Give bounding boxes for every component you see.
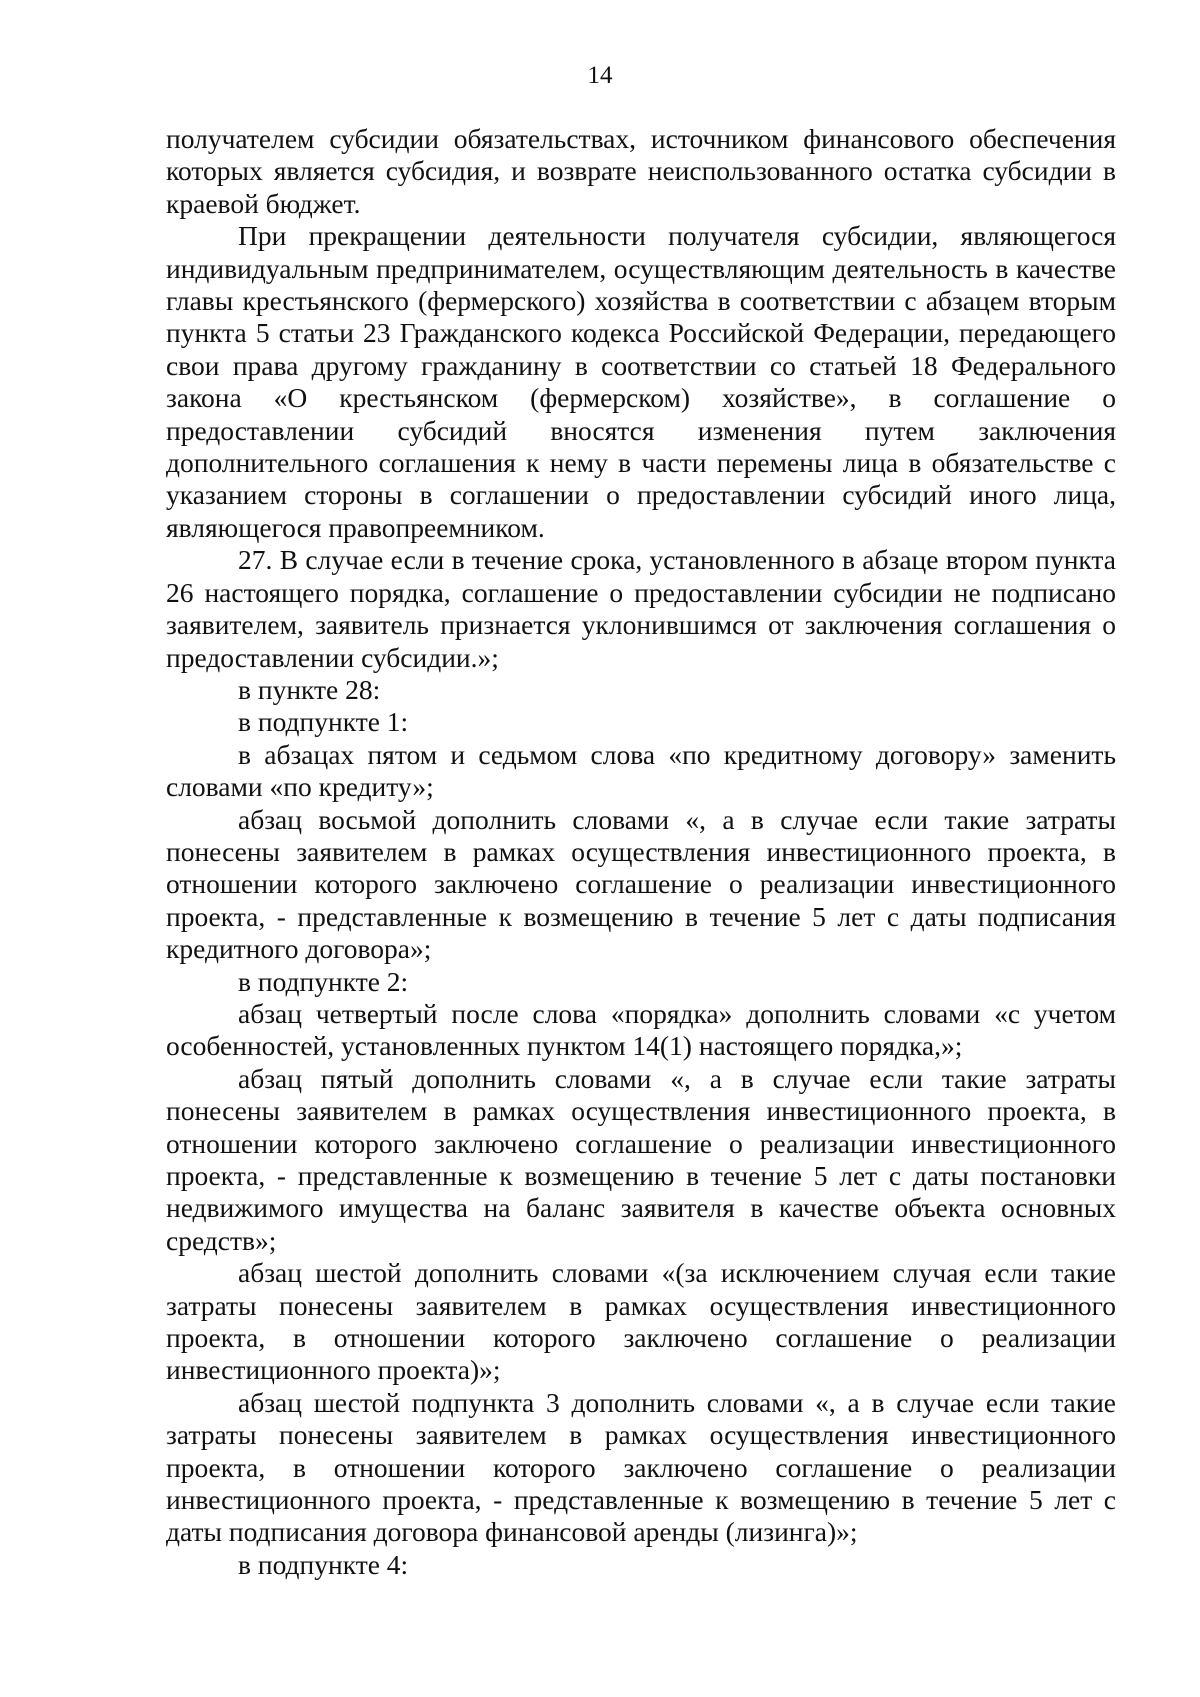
- paragraph-termination-of-activity: При прекращении деятельности получателя субсидии, являющегося индивидуальным предпринимателем, осуществляющим деятельность в качестве главы крестьянского (фермерского) хозяйства в соответствии с абзацем вторым пункта 5 статьи 23 Гражданского кодекса Российской Федерации, передающего свои права другому гражданину в соответствии со статьей 18 Федерального закона «О крестьянском (фермерском) хозяйстве», в соглашение о предоставлении субсидий вносятся изменения путем заключения дополнительного соглашения к нему в части перемены лица в обязательстве с указанием стороны в соглашении о предоставлении субсидий иного лица, являющегося правопреемником.: [166, 220, 1116, 543]
- paragraph-abzac-5: абзац пятый дополнить словами «, а в случае если такие затраты понесены заявителем в рамках осуществления инвестиционного проекта, в отношении которого заключено соглашение о реализации инвестиционного проекта, - представленные к возмещению в течение 5 лет с даты постановки недвижимого имущества на баланс заявителя в качестве объекта основных средств»;: [166, 1062, 1116, 1256]
- paragraph-abzac-6-subpoint-3: абзац шестой подпункта 3 дополнить словами «, а в случае если такие затраты понесены заявителем в рамках осуществления инвестиционного проекта, в отношении которого заключено соглашение о реализации инвестиционного проекта, - представленные к возмещению в течение 5 лет с даты подписания договора финансовой аренды (лизинга)»;: [166, 1386, 1116, 1548]
- paragraph-continuation: получателем субсидии обязательствах, источником финансового обеспечения которых является субсидия, и возврате неиспользованного остатка субсидии в краевой бюджет.: [166, 123, 1116, 219]
- paragraph-replace-words: в абзацах пятом и седьмом слова «по кредитному договору» заменить словами «по кредиту»;: [166, 738, 1116, 803]
- paragraph-subpoint-4: в подпункте 4:: [238, 1548, 409, 1580]
- paragraph-subpoint-2: в подпункте 2:: [238, 965, 409, 997]
- paragraph-point-28: в пункте 28:: [238, 673, 381, 705]
- paragraph-abzac-6: абзац шестой дополнить словами «(за исключением случая если такие затраты понесены заявителем в рамках осуществления инвестиционного проекта, в отношении которого заключено соглашение о реализации инвестиционного проекта)»;: [166, 1257, 1116, 1386]
- paragraph-subpoint-1: в подпункте 1:: [238, 706, 409, 738]
- paragraph-abzac-8: абзац восьмой дополнить словами «, а в случае если такие затраты понесены заявителем в рамках осуществления инвестиционного проекта, в отношении которого заключено соглашение о реализации инвестиционного проекта, - представленные к возмещению в течение 5 лет с даты подписания кредитного договора»;: [166, 803, 1116, 965]
- page-number: 14: [587, 62, 613, 89]
- paragraph-item-27: 27. В случае если в течение срока, установленного в абзаце втором пункта 26 настоящего порядка, соглашение о предоставлении субсидии не подписано заявителем, заявитель признается уклонившимся от заключения соглашения о предоставлении субсидии.»;: [166, 544, 1116, 673]
- paragraph-abzac-4: абзац четвертый после слова «порядка» дополнить словами «с учетом особенностей, установленных пунктом 14(1) настоящего порядка,»;: [166, 997, 1116, 1062]
- document-body: [166, 123, 1116, 1581]
